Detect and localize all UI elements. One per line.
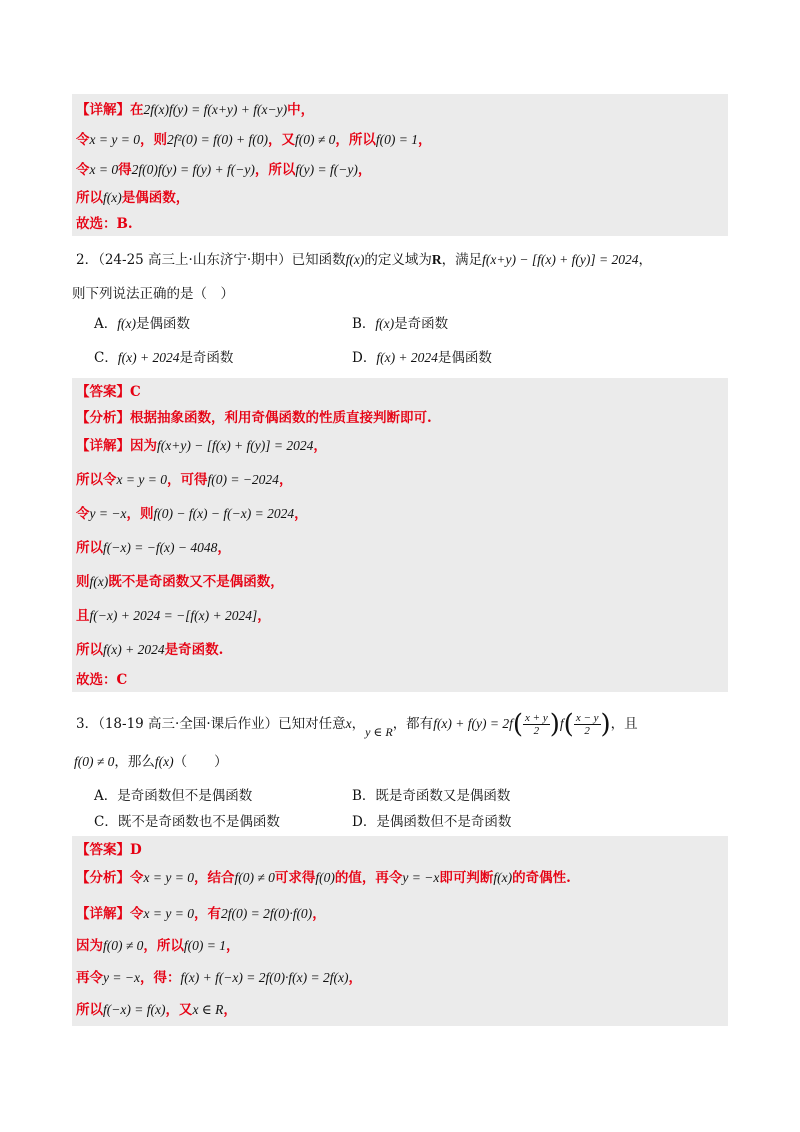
option-letter: A． — [94, 788, 118, 804]
text: ， — [357, 162, 372, 178]
fraction-numerator: x + y — [525, 712, 548, 724]
text: 的奇偶性. — [512, 870, 571, 886]
text: ， — [348, 970, 362, 986]
text: 是偶函数， — [121, 190, 190, 206]
option-b — [352, 314, 448, 334]
math-expr: 2f(0) = 2f(0)·f(0) — [220, 906, 313, 921]
text: 故选：C — [76, 672, 128, 688]
text: ，且 — [610, 716, 638, 732]
text: ， — [223, 1002, 237, 1018]
math-expr: f(x) — [493, 870, 513, 885]
text: 再令 — [76, 970, 103, 986]
detail-line — [76, 436, 327, 456]
text: 所以令 — [76, 472, 117, 488]
math-expr: f(0) ≠ 0 — [74, 754, 115, 769]
text: ，都有 — [392, 716, 434, 732]
text: 【分析】令 — [76, 870, 144, 886]
option-letter: A． — [94, 316, 118, 332]
text: 令 — [76, 162, 90, 178]
math-expr: f(x) — [154, 754, 174, 769]
math-expr: f(x) — [375, 316, 395, 331]
text: 令 — [76, 132, 90, 148]
math-expr: R — [431, 252, 442, 267]
detail-line — [76, 504, 308, 524]
question-number: 2． — [76, 252, 99, 268]
math-expr: y ∈ R — [365, 725, 393, 739]
math-expr: x ∈ R — [192, 1002, 224, 1017]
text: ， — [417, 132, 432, 148]
question-source: （18-19 高三·全国·课后作业）已知对任意 — [98, 716, 346, 732]
detail-line — [76, 470, 292, 490]
math-expr: f(0) = 1 — [183, 938, 227, 953]
math-expr: x = y = 0 — [116, 472, 167, 487]
text: 则 — [76, 574, 90, 590]
detail-line — [76, 904, 326, 924]
math-expr: f(y) = f(−y) — [295, 162, 358, 177]
text: 故选：B. — [76, 216, 133, 232]
text: ， — [294, 506, 308, 522]
text: ， — [217, 540, 231, 556]
text: ， — [351, 716, 366, 732]
math-expr: f(−x) = −f(x) − 4048 — [103, 540, 218, 555]
paren-close: ) — [600, 709, 611, 740]
math-expr: f(−x) + 2024 = −[f(x) + 2024] — [89, 608, 258, 623]
text: 的值，再令 — [334, 870, 403, 886]
option-text: 是偶函数但不是奇函数 — [376, 814, 512, 830]
fraction-numerator: x − y — [575, 712, 599, 724]
text: ， — [312, 906, 326, 922]
text: ，可得 — [166, 472, 208, 488]
analysis-line — [76, 408, 432, 428]
option-d — [352, 812, 511, 832]
text: 因为 — [76, 938, 103, 954]
text: 中， — [287, 102, 315, 118]
detail-label: 【详解】在 — [76, 102, 144, 118]
option-text: 是奇函数 — [179, 350, 234, 366]
detail-line — [76, 188, 189, 208]
detail-line — [76, 572, 284, 592]
math-expr: x — [345, 716, 352, 731]
text: 得 — [118, 162, 132, 178]
question-2-prompt — [72, 284, 234, 304]
detail-line — [76, 160, 371, 180]
detail-line — [76, 130, 431, 150]
math-expr: x = y = 0 — [143, 870, 194, 885]
fraction — [574, 712, 601, 737]
math-expr: x = 0 — [89, 162, 119, 177]
choice-line — [76, 214, 133, 234]
math-expr: f(x) + 2024 — [117, 350, 180, 365]
paren-close: ) — [549, 709, 560, 740]
text: 所以 — [76, 1002, 103, 1018]
option-text: 是偶函数 — [135, 316, 190, 332]
math-expr: f(0) ≠ 0 — [294, 132, 336, 147]
analysis-text: 【分析】根据抽象函数，利用奇偶函数的性质直接判断即可. — [76, 410, 432, 426]
math-expr: f(x) + 2024 — [103, 642, 165, 657]
text: 即可判断 — [439, 870, 494, 886]
detail-line — [76, 968, 362, 988]
text: ，又 — [267, 132, 295, 148]
text: ， — [226, 938, 240, 954]
question-number: 3． — [76, 716, 99, 732]
option-letter: B． — [352, 316, 376, 332]
paren-open: ( — [563, 709, 574, 740]
math-expr: f(x+y) − [f(x) + f(y)] = 2024 — [157, 438, 314, 453]
text: 令 — [76, 506, 90, 522]
detail-line — [76, 606, 271, 626]
detail-line — [76, 100, 314, 120]
text: ，则 — [139, 132, 167, 148]
text: ，得： — [139, 970, 181, 986]
math-expr: f(−x) = f(x) — [103, 1002, 166, 1017]
fraction-denominator: 2 — [584, 725, 590, 737]
detail-line — [76, 1000, 237, 1020]
detail-line — [76, 538, 231, 558]
fraction-denominator: 2 — [533, 725, 540, 737]
text: 【详解】因为 — [76, 438, 157, 454]
math-expr: 2f(x)f(y) = f(x+y) + f(x−y) — [143, 102, 288, 117]
option-letter: B． — [352, 788, 376, 804]
math-expr: f(0) = −2024 — [207, 472, 279, 487]
math-expr: f(0) ≠ 0 — [103, 938, 144, 953]
text: 所以 — [76, 642, 103, 658]
question-3-prompt — [74, 752, 228, 772]
solution-block-2 — [72, 378, 728, 692]
math-expr: f(x+y) − [f(x) + f(y)] = 2024 — [482, 252, 639, 267]
text: ，那么 — [114, 754, 155, 770]
math-expr: f(0) − f(x) − f(−x) = 2024 — [153, 506, 295, 521]
answer-line — [76, 382, 141, 402]
option-letter: C． — [94, 814, 118, 830]
answer-label: 【答案】C — [76, 384, 141, 400]
text: 【详解】令 — [76, 906, 144, 922]
math-expr: 2f²(0) = f(0) + f(0) — [166, 132, 268, 147]
option-text: 既不是奇函数也不是偶函数 — [117, 814, 280, 830]
text: 所以 — [76, 190, 103, 206]
option-text: 是偶函数 — [437, 350, 492, 366]
math-expr: f(0) — [315, 870, 335, 885]
math-expr: 2f(0)f(y) = f(y) + f(−y) — [131, 162, 255, 177]
option-c — [94, 812, 280, 832]
fraction — [523, 712, 550, 737]
question-2-stem — [76, 250, 652, 270]
math-expr: f — [559, 716, 564, 731]
text: ，所以 — [143, 938, 184, 954]
option-letter: D． — [352, 814, 377, 830]
math-expr: x = y = 0 — [89, 132, 140, 147]
text: ，结合 — [193, 870, 235, 886]
option-letter: C． — [94, 350, 118, 366]
answer-line — [76, 840, 142, 860]
text: ， — [278, 472, 293, 488]
text: ，满足 — [441, 252, 483, 268]
text: ， — [313, 438, 327, 454]
solution-block-1 — [72, 94, 728, 236]
text: 既不是奇函数又不是偶函数， — [108, 574, 284, 590]
math-expr: y = −x — [402, 870, 440, 885]
analysis-line — [76, 868, 571, 888]
option-text: 是奇函数但不是偶函数 — [117, 788, 253, 804]
math-expr: f(x) — [103, 190, 122, 205]
solution-block-3 — [72, 836, 728, 1026]
option-text: 是奇函数 — [394, 316, 449, 332]
math-expr: f(x) + f(y) = 2f — [433, 716, 513, 731]
math-expr: f(x) + f(−x) = 2f(0)·f(x) = 2f(x) — [180, 970, 349, 985]
choice-line — [76, 670, 127, 690]
math-expr: f(x) — [117, 316, 136, 331]
math-expr: f(x) — [345, 252, 365, 267]
question-3-stem — [76, 702, 638, 747]
option-b — [352, 786, 510, 806]
option-text: 既是奇函数又是偶函数 — [375, 788, 511, 804]
text: ， — [257, 608, 271, 624]
text: 所以 — [76, 540, 103, 556]
option-d — [352, 348, 492, 368]
math-expr: f(x) — [89, 574, 109, 589]
text: ，则 — [126, 506, 154, 522]
math-expr: f(x) + 2024 — [376, 350, 438, 365]
text: ，又 — [165, 1002, 193, 1018]
text: 是奇函数. — [164, 642, 224, 658]
text: ，有 — [193, 906, 221, 922]
math-expr: y = −x — [89, 506, 127, 521]
math-expr: x = y = 0 — [143, 906, 194, 921]
option-c — [94, 348, 233, 368]
detail-line — [76, 640, 223, 660]
text: ，所以 — [254, 162, 296, 178]
math-expr: f(0) = 1 — [375, 132, 418, 147]
math-expr: y = −x — [103, 970, 140, 985]
option-a — [94, 314, 190, 334]
text: 可求得 — [274, 870, 316, 886]
option-letter: D． — [352, 350, 377, 366]
question-source: （24-25 高三上·山东济宁·期中）已知函数 — [98, 252, 346, 268]
math-expr: f(0) ≠ 0 — [234, 870, 275, 885]
text: ， — [638, 252, 653, 268]
text: 则下列说法正确的是（ ） — [72, 286, 234, 302]
text: ，所以 — [335, 132, 376, 148]
detail-line — [76, 936, 240, 956]
option-a — [94, 786, 252, 806]
answer-label: 【答案】D — [76, 842, 142, 858]
paren-open: ( — [512, 709, 524, 740]
text: 且 — [76, 608, 90, 624]
text: 的定义域为 — [364, 252, 432, 268]
text: （ ） — [173, 754, 228, 770]
